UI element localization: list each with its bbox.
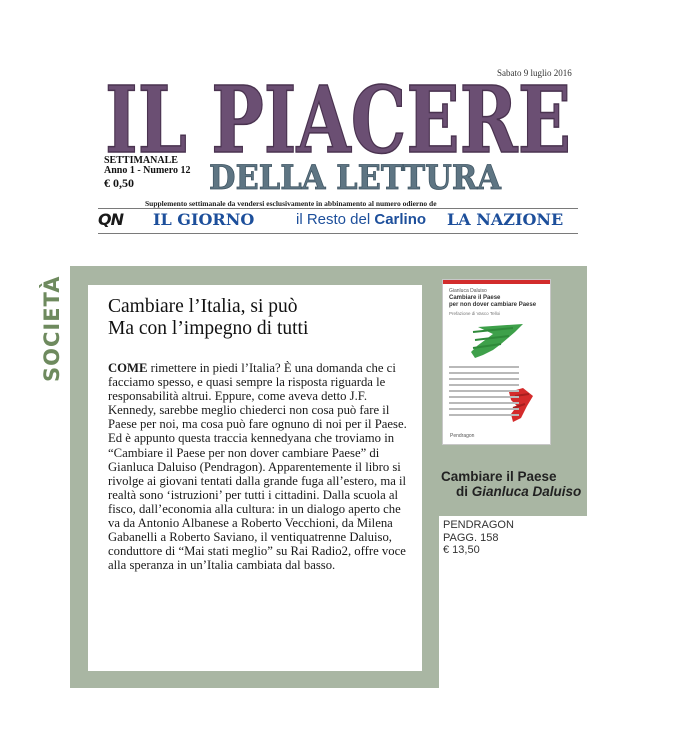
cover-title-line1: Cambiare il Paese <box>449 295 501 301</box>
cover-publisher: Pendragon <box>450 433 475 439</box>
masthead-title-line2: DELLA LETTURA <box>209 158 502 197</box>
cover-title-line2: per non dover cambiare Paese <box>449 302 537 308</box>
supplement-note: Supplemento settimanale da vendersi esclusivamente in abbinamento al numero odierno de <box>145 199 437 208</box>
issue-number: Anno 1 - Numero 12 <box>104 165 191 176</box>
book-by: di <box>456 484 468 499</box>
lead-word: COME <box>108 361 148 375</box>
article-body <box>108 361 413 572</box>
cover-subtitle: Prefazione di Vasco Telloi <box>449 311 501 316</box>
section-label: SOCIETÀ <box>40 275 64 382</box>
qn-logo: QN <box>98 210 123 229</box>
resto-del-carlino-logo <box>296 211 426 228</box>
la-nazione-logo: LA NAZIONE <box>447 210 564 229</box>
cover-contributors <box>449 366 519 420</box>
article-headline <box>108 296 408 340</box>
cover-title <box>449 295 536 309</box>
issue-price: € 0,50 <box>104 176 134 190</box>
issue-info <box>104 156 190 188</box>
newspaper-logos <box>98 210 578 232</box>
book-title <box>441 469 591 499</box>
il-giorno-logo: IL GIORNO <box>153 210 255 229</box>
cover-band <box>443 280 550 284</box>
carlino-name: Carlino <box>374 211 427 228</box>
book-pages: PAGG. 158 <box>443 531 499 544</box>
issue-date: Sabato 9 luglio 2016 <box>497 68 572 78</box>
divider-bottom <box>98 233 578 234</box>
book-price: € 13,50 <box>443 544 480 556</box>
masthead-title <box>103 70 573 165</box>
masthead-subtitle <box>205 155 505 197</box>
carlino-prefix: il Resto del <box>296 211 371 228</box>
body-text: rimettere in piedi l’Italia? È una domanda che ci facciamo spesso, e quasi sempre la risposta riguarda le responsabilità altrui. Eppure, come aveva detto J.F. Kennedy, sarebbe meglio chiederci non cosa può fare il Paese per noi, ma cosa può fare ognuno di noi per il Paese. Ed è appunto questa traccia kennedyana che troviamo in “Cambiare il Paese per non dover cambiare Paese” di Gianluca Daluiso (Pendragon). Apparentemente il libro si rivolge ai giovani tentati dalla grande fuga all’estero, ma il realtà sono ‘istruzioni’ per tutti i cittadini. Dalla scuola al fisco, dall’economia alla cultura: in un dialogo aperto che va da Antonio Albanese a Roberto Vecchioni, da Milena Gabanelli a Roberto Saviano, il ventiquatrenne Daluiso, conduttore di “Mai stati meglio” su Rai Radio2, offre voce alla speranza in un’Italia cambiata dal basso. <box>108 361 407 573</box>
book-info <box>443 519 514 557</box>
cover-author: Gianluca Daluiso <box>449 288 487 294</box>
book-author: Gianluca Daluiso <box>471 484 582 499</box>
book-title-line1: Cambiare il Paese <box>441 469 557 484</box>
frequency: SETTIMANALE <box>104 155 178 166</box>
masthead-title-line1: IL PIACERE <box>105 70 571 165</box>
book-cover <box>442 279 551 445</box>
headline-line1: Cambiare l’Italia, si può <box>108 296 298 317</box>
book-publisher: PENDRAGON <box>443 519 514 531</box>
divider-top <box>98 208 578 209</box>
headline-line2: Ma con l’impegno di tutti <box>108 318 309 339</box>
